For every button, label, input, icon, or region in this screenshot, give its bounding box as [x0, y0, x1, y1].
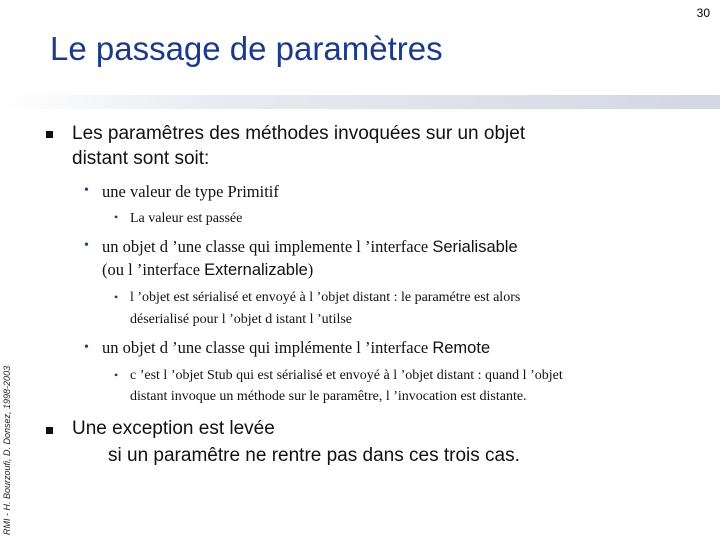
bullet-2-line-2: si un paramêtre ne rentre pas dans ces trois cas. [108, 445, 520, 466]
sub-bullet-2-detail-line-2: déserialisé pour l ’objet d istant l ’utilse [130, 312, 353, 327]
side-credit: RMI - H. Bourzoufi, D. Donsez, 1998-2003 [2, 365, 12, 535]
square-bullet-icon [46, 427, 53, 434]
bullet-1-line-2: distant sont soit: [72, 148, 210, 169]
bullet-1-line-1: Les paramêtres des méthodes invoquées sur un objet [72, 123, 526, 144]
sub-bullet-2-line-1 [102, 236, 518, 258]
slide-title: Le passage de paramètres [50, 30, 443, 67]
page-number: 30 [696, 6, 710, 20]
round-bullet-icon: • [114, 368, 119, 382]
keyword-externalizable: Externalizable [204, 261, 308, 279]
keyword-serialisable: Serialisable [432, 238, 518, 256]
sub-bullet-1: une valeur de type Primitif [102, 182, 279, 201]
sub-bullet-3-detail-line-2: distant invoque un méthode sur le paramêtre, l ’invocation est distante. [130, 389, 527, 404]
bullet-2-line-1: Une exception est levée [72, 418, 275, 439]
keyword-remote: Remote [432, 339, 491, 357]
sub-bullet-3 [102, 337, 490, 359]
round-bullet-icon: • [84, 340, 89, 355]
round-bullet-icon: • [114, 210, 119, 224]
round-bullet-icon: • [84, 238, 89, 253]
sub-bullet-2-detail-line-1: l ’objet est sérialisé et envoyé à l ’objet distant : le paramétre est alors [130, 290, 521, 305]
title-divider [0, 95, 720, 109]
square-bullet-icon [46, 131, 53, 138]
sub-bullet-2-text: (ou l ’interface [102, 260, 205, 279]
round-bullet-icon: • [114, 290, 119, 304]
sub-bullet-2-line-2 [102, 259, 313, 281]
sub-bullet-2-text: ) [307, 260, 314, 279]
round-bullet-icon: • [84, 183, 89, 198]
sub-bullet-1-detail: La valeur est passée [130, 211, 243, 226]
sub-bullet-2-text: un objet d ’une classe qui implemente l ’interface [102, 237, 433, 256]
sub-bullet-3-text: un objet d ’une classe qui implémente l ’interface [102, 338, 433, 357]
sub-bullet-3-detail-line-1: c ’est l ’objet Stub qui est sérialisé et envoyé à l ’objet distant : quand l ’objet [130, 368, 563, 383]
